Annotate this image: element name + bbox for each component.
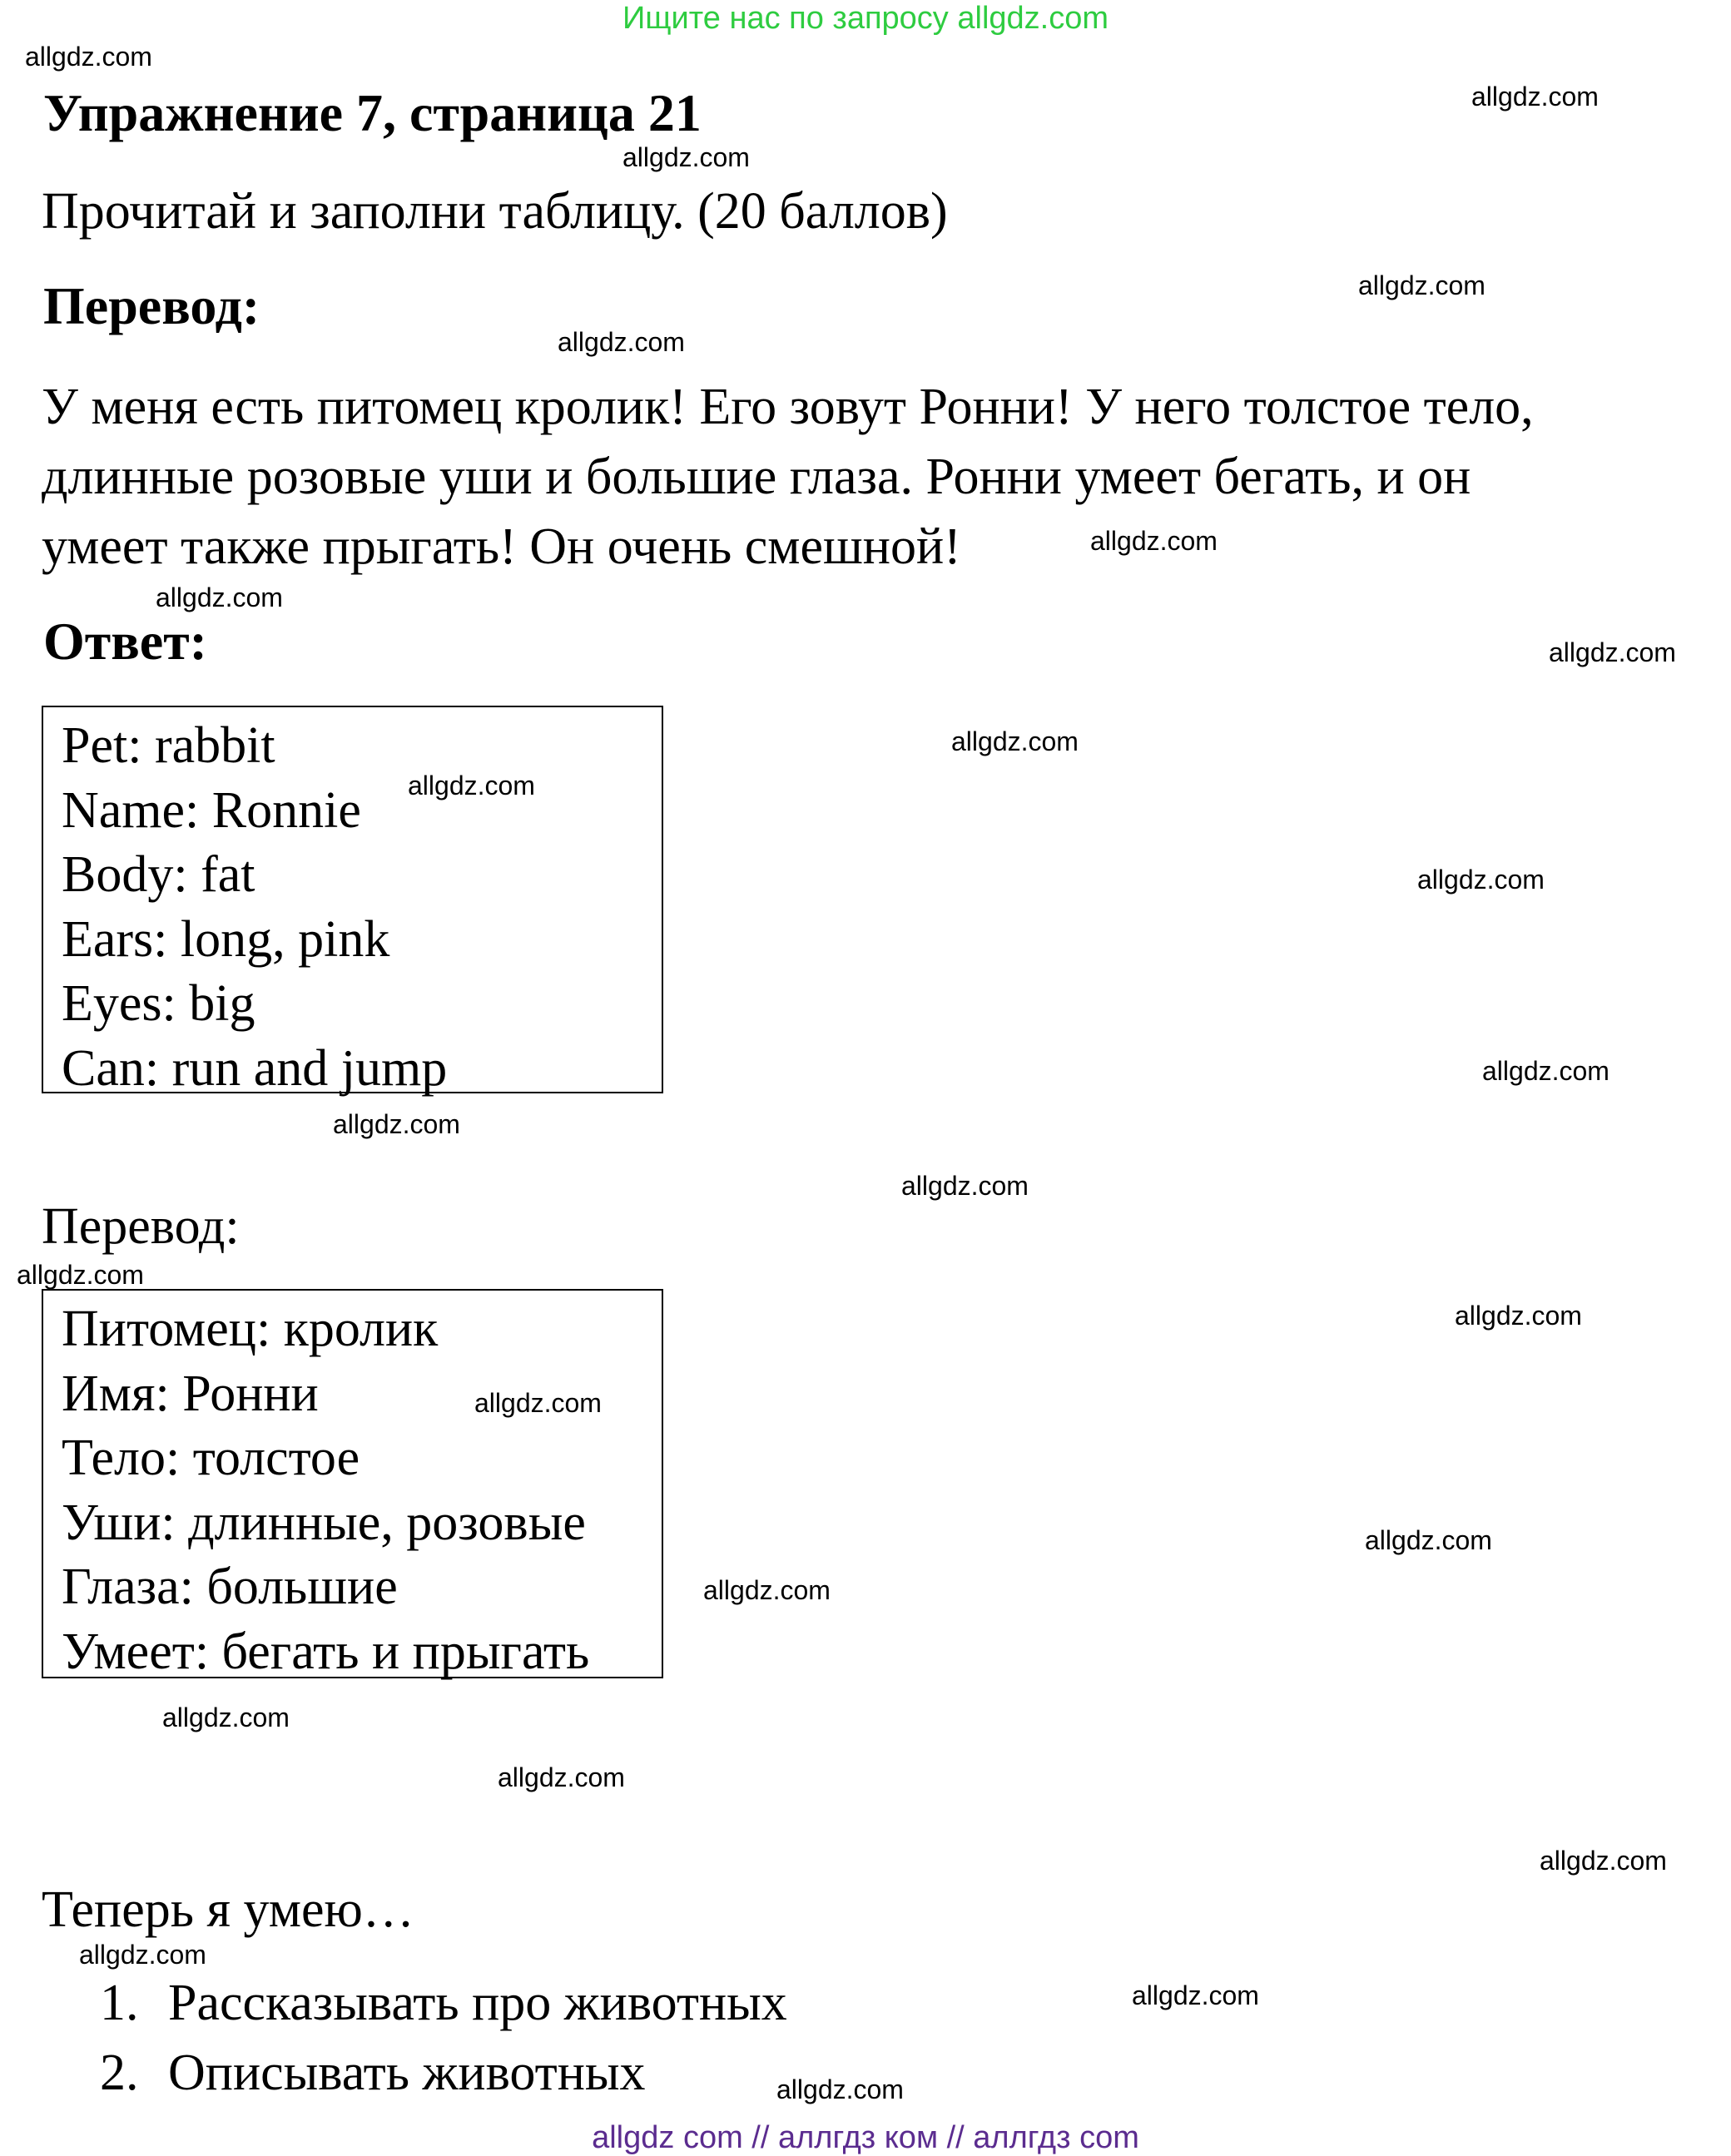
answer-row: Body: fat: [62, 846, 255, 903]
translation-row: Имя: Ронни: [62, 1365, 319, 1422]
translation-row: Глаза: большие: [62, 1559, 398, 1615]
answer-table: [42, 706, 663, 1097]
watermark: allgdz.com: [951, 726, 1079, 756]
watermark: allgdz.com: [1132, 1980, 1259, 2010]
paragraph-line: умеет также прыгать! Он очень смешной!: [42, 518, 961, 575]
watermark: allgdz.com: [558, 327, 685, 357]
watermark: allgdz.com: [17, 1260, 144, 1290]
translation-row: Уши: длинные, розовые: [62, 1494, 586, 1551]
translation-paragraph: [42, 372, 1534, 582]
watermark: allgdz.com: [156, 582, 283, 612]
watermark: allgdz.com: [1365, 1525, 1492, 1555]
now-i-can-heading: Теперь я умею…: [42, 1881, 414, 1938]
watermark: allgdz.com: [622, 142, 750, 172]
watermark: allgdz.com: [901, 1171, 1029, 1201]
watermark: allgdz.com: [1482, 1056, 1609, 1086]
watermark: allgdz.com: [498, 1762, 625, 1792]
watermark: allgdz.com: [25, 42, 152, 72]
answer-row: Can: run and jump: [62, 1039, 448, 1097]
watermark: allgdz.com: [1417, 865, 1545, 895]
watermark: allgdz.com: [408, 771, 535, 800]
watermark: allgdz.com: [79, 1940, 206, 1970]
watermark: allgdz.com: [1455, 1301, 1582, 1331]
translation-heading: Перевод:: [43, 276, 260, 335]
watermark: allgdz.com: [333, 1109, 460, 1139]
top-banner: Ищите нас по запросу allgdz.com: [622, 1, 1109, 36]
watermark: allgdz.com: [1549, 637, 1676, 667]
answer-heading: Ответ:: [43, 612, 207, 671]
paragraph-line: У меня есть питомец кролик! Его зовут Ронни! У него толстое тело,: [42, 379, 1534, 435]
answer-translation-table: [42, 1289, 663, 1678]
answer-row: Name: Ronnie: [62, 781, 361, 839]
list-item: 2. Описывать животных: [100, 2044, 646, 2101]
watermark: allgdz.com: [474, 1388, 602, 1418]
translation-row: Питомец: кролик: [62, 1301, 439, 1357]
watermark: allgdz.com: [1471, 82, 1599, 112]
skills-list: [100, 1968, 787, 2108]
translation-row: Умеет: бегать и прыгать: [62, 1623, 590, 1680]
watermark: allgdz.com: [1540, 1846, 1667, 1876]
watermark: allgdz.com: [1090, 526, 1218, 556]
exercise-title: Упражнение 7, страница 21: [43, 83, 702, 142]
answer-row: Eyes: big: [62, 975, 255, 1032]
paragraph-line: длинные розовые уши и большие глаза. Ронни умеет бегать, и он: [42, 449, 1471, 505]
list-item: 1. Рассказывать про животных: [100, 1975, 787, 2031]
task-text: Прочитай и заполни таблицу. (20 баллов): [42, 183, 948, 240]
watermark: allgdz.com: [1358, 270, 1485, 300]
answer-translation-heading: Перевод:: [42, 1198, 240, 1255]
watermark: allgdz.com: [162, 1702, 290, 1732]
answer-row: Ears: long, pink: [62, 910, 390, 968]
watermark: allgdz.com: [703, 1575, 831, 1605]
watermark: allgdz.com: [776, 2074, 904, 2104]
answer-row: Pet: rabbit: [62, 717, 275, 774]
footer-links: allgdz com // аллгдз ком // аллгдз com: [592, 2120, 1139, 2155]
translation-row: Тело: толстое: [62, 1430, 360, 1486]
